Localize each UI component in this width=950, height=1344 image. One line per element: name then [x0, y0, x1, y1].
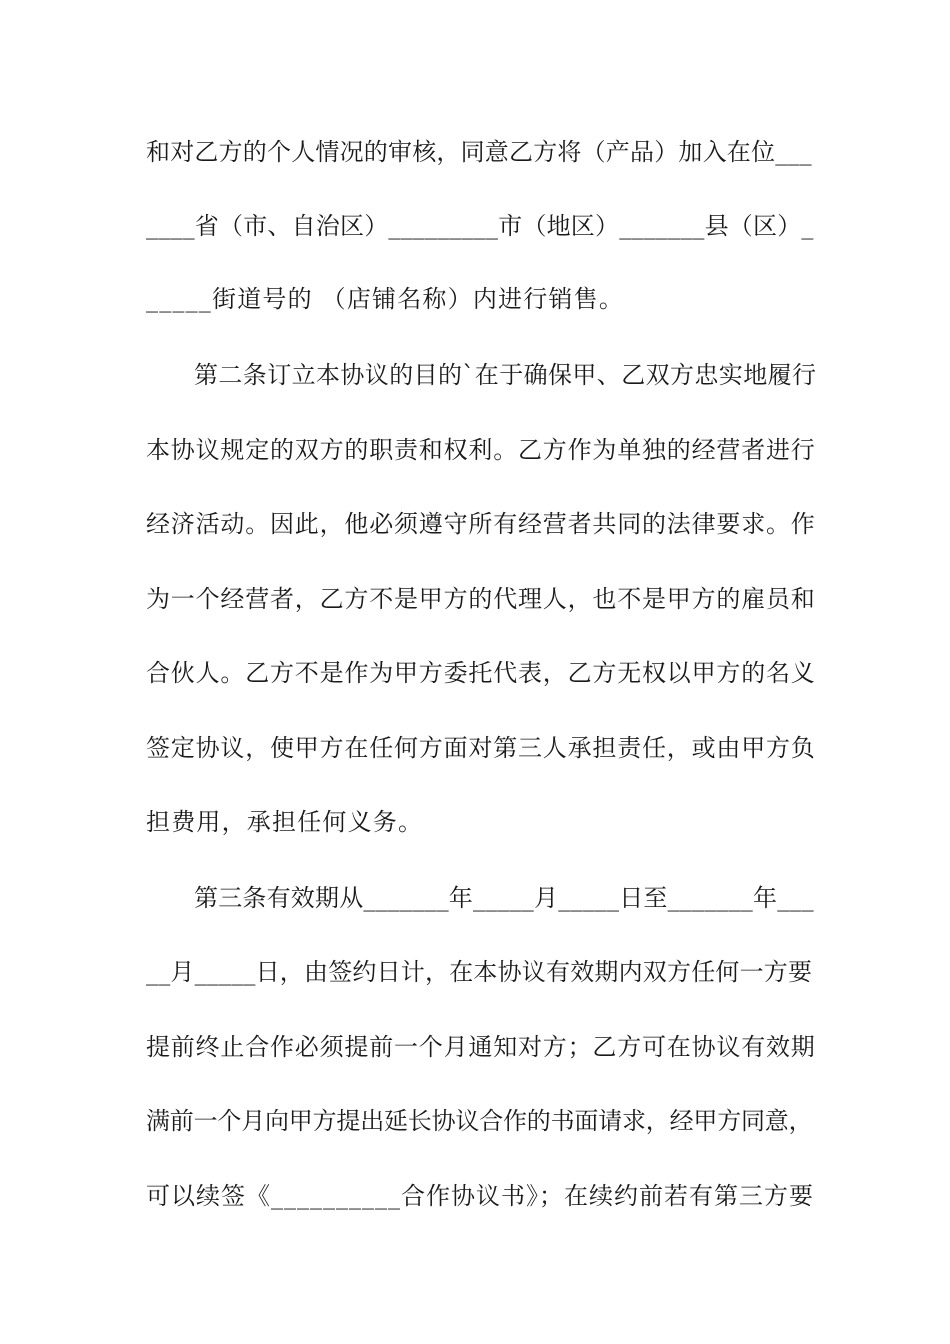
text-line-5: 本协议规定的双方的职责和权利。乙方作为单独的经营者进行	[146, 436, 816, 464]
text-line-1: 和对乙方的个人情况的审核，同意乙方将（产品）加入在位___	[146, 138, 812, 166]
text-line-8: 合伙人。乙方不是作为甲方委托代表，乙方无权以甲方的名义	[146, 659, 816, 687]
text-line-6: 经济活动。因此，他必须遵守所有经营者共同的法律要求。作	[146, 510, 816, 538]
text-line-7: 为一个经营者，乙方不是甲方的代理人，也不是甲方的雇员和	[146, 585, 816, 613]
paragraph-2-first-line: 第二条订立本协议的目的`在于确保甲、乙双方忠实地履行	[194, 361, 817, 389]
text-line-14: 满前一个月向甲方提出延长协议合作的书面请求，经甲方同意，	[146, 1107, 813, 1135]
text-line-10: 担费用，承担任何义务。	[146, 808, 424, 836]
text-line-3: _____街道号的 （店铺名称）内进行销售。	[146, 285, 625, 313]
paragraph-3-first-line: 第三条有效期从_______年_____月_____日至_______年___	[194, 884, 814, 912]
text-line-12: __月_____日，由签约日计，在本协议有效期内双方任何一方要	[146, 958, 813, 986]
text-line-2: ____省（市、自治区）_________市（地区）_______县（区）_	[146, 212, 814, 240]
text-line-15: 可以续签《__________合作协议书》；在续约前若有第三方要	[146, 1182, 814, 1210]
text-line-13: 提前终止合作必须提前一个月通知对方；乙方可在协议有效期	[146, 1033, 816, 1061]
text-line-9: 签定协议，使甲方在任何方面对第三人承担责任，或由甲方负	[146, 734, 816, 762]
